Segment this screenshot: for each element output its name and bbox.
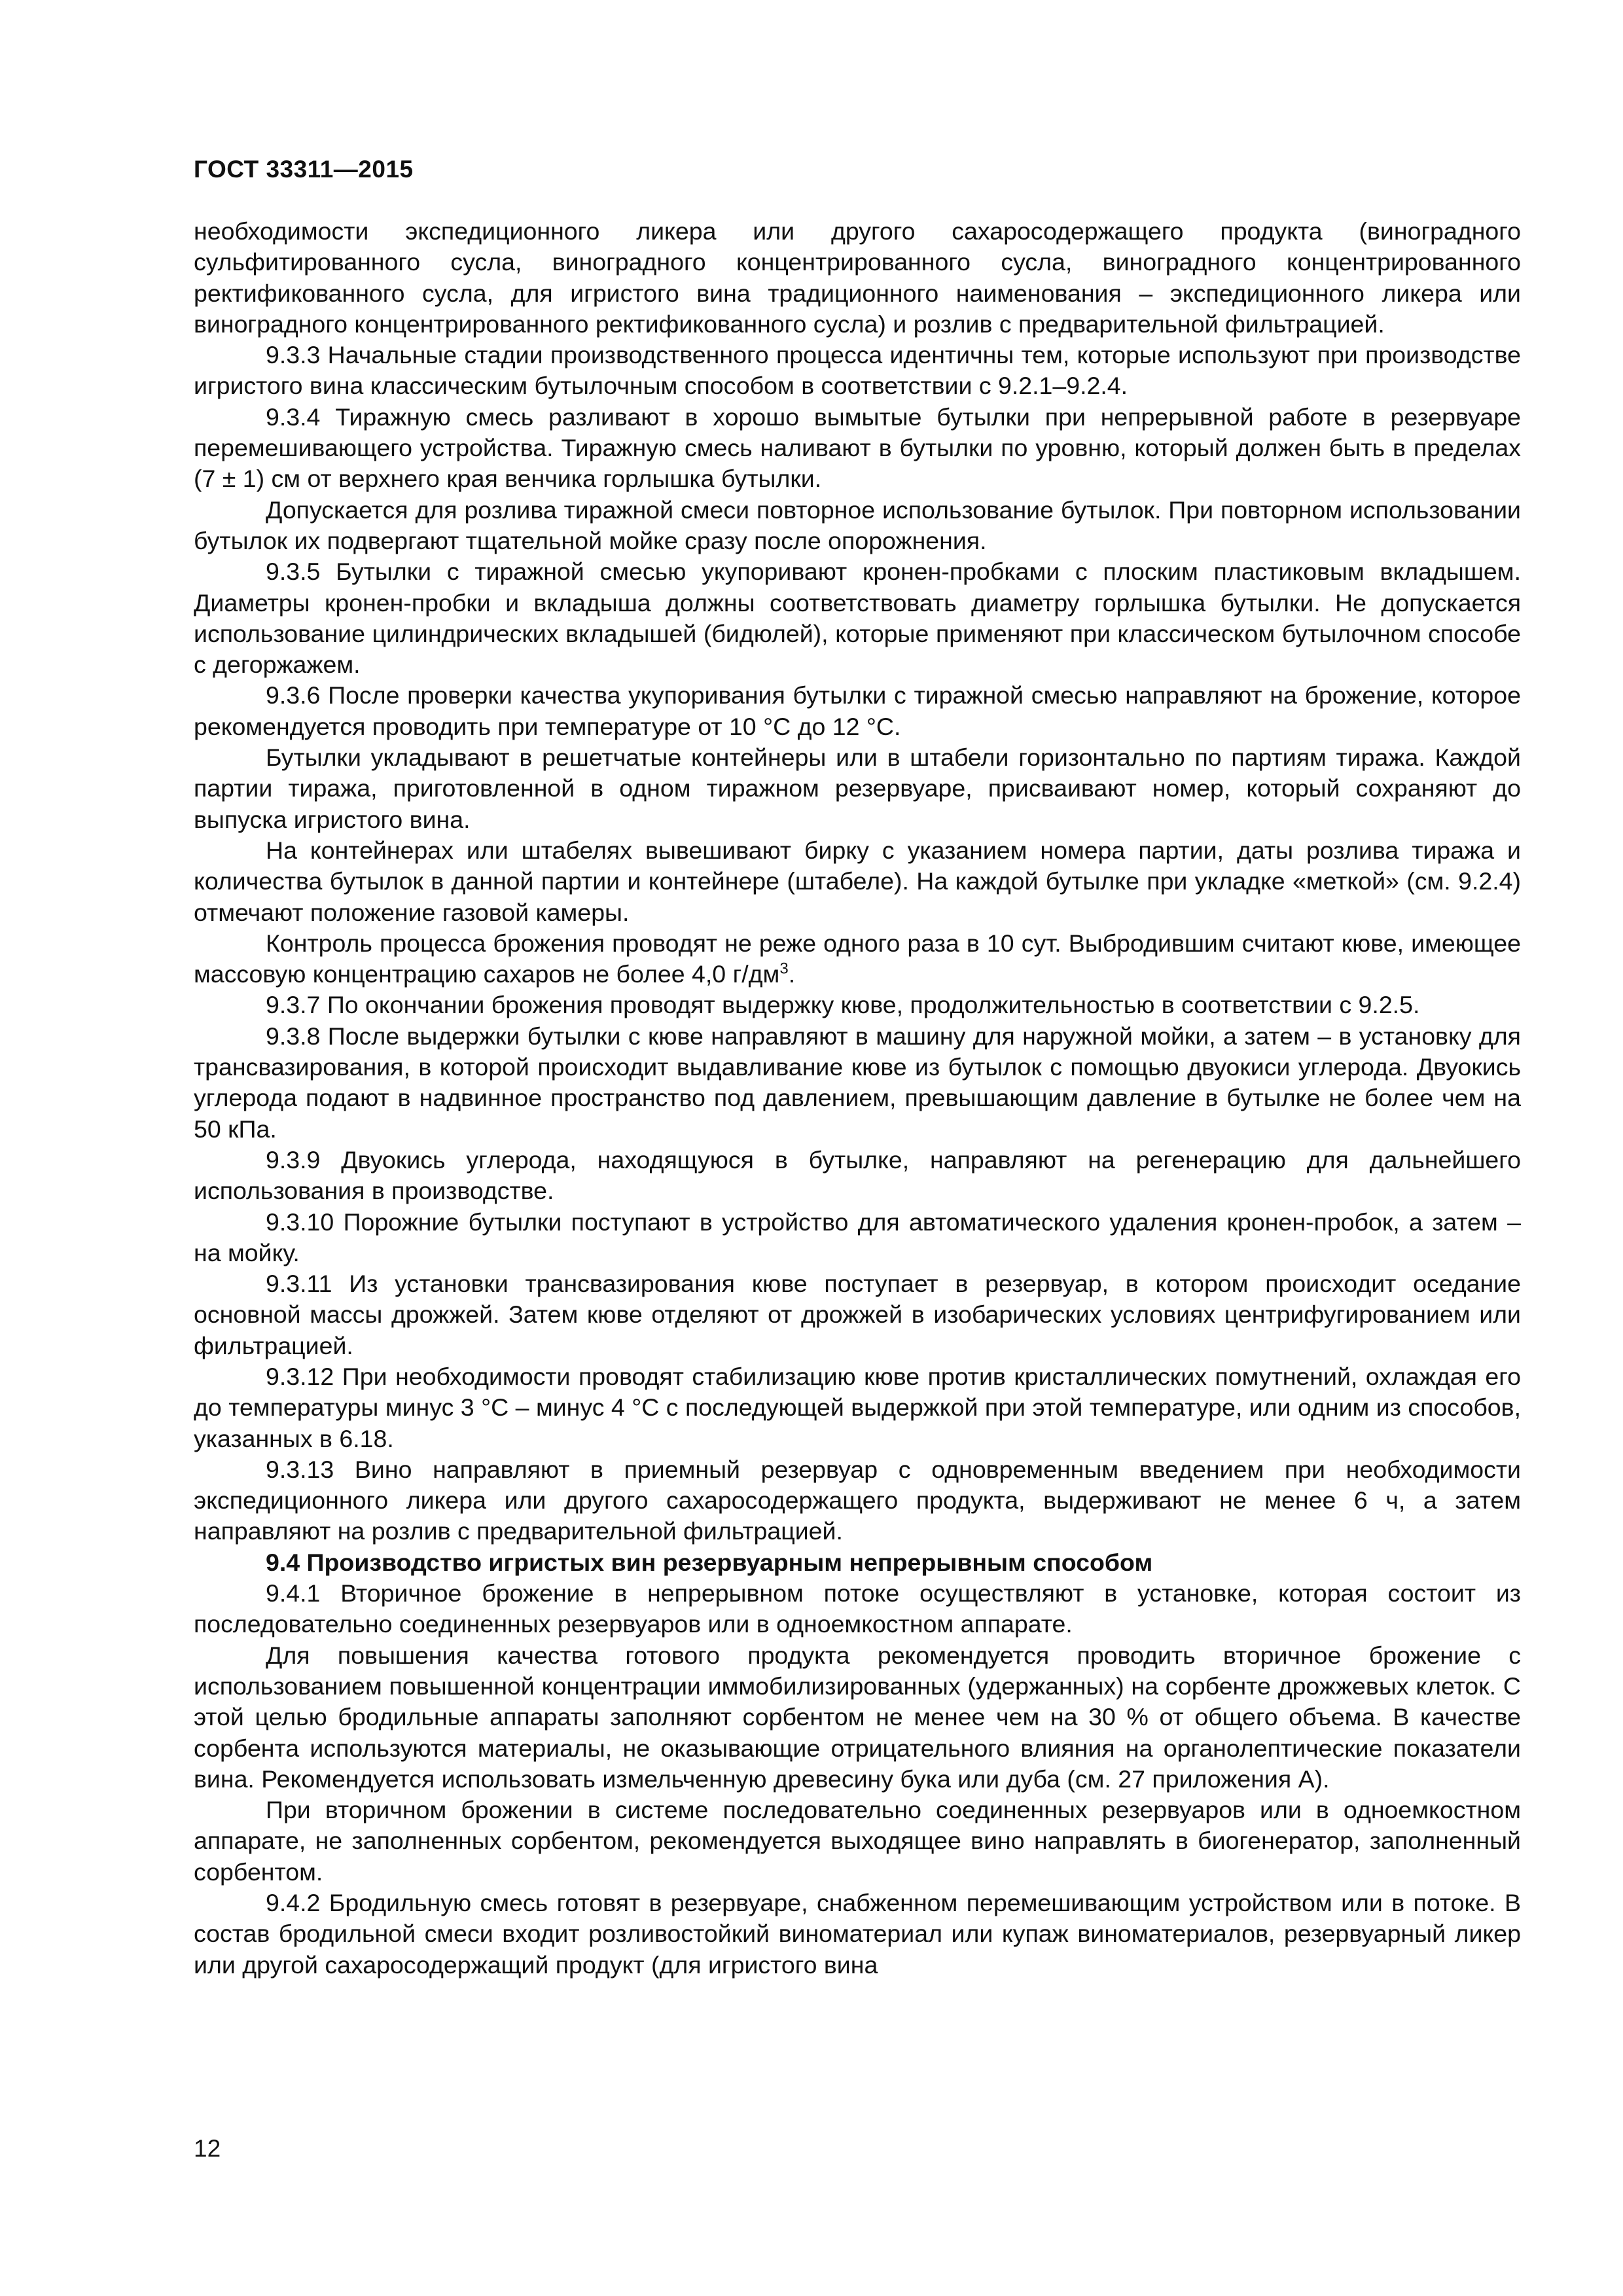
paragraph-9-3-5: 9.3.5 Бутылки с тиражной смесью укупоривают кронен-пробками с плоским пластиковым вкладышем. Диаметры кронен-пробки и вкладыша должны соответствовать диаметру горлышка бутылки. Не допускается использование цилиндрических вкладышей (бидюлей), которые применяют при классическом бутылочном способе с дегоржажем.: [194, 558, 1521, 679]
paragraph-biogenerator: При вторичном брожении в системе последовательно соединенных резервуаров или в одноемкостном аппарате, не заполненных сорбентом, рекомендуется выходящее вино направлять в биогенератор, заполненный сорбентом.: [194, 1796, 1521, 1886]
superscript-cube: 3: [779, 960, 789, 978]
page-number: 12: [194, 2135, 221, 2162]
paragraph-9-3-9: 9.3.9 Двуокись углерода, находящуюся в бутылке, направляют на регенерацию для дальнейшего использования в производстве.: [194, 1145, 1521, 1205]
paragraph-9-3-7: 9.3.7 По окончании брожения проводят выдержку кюве, продолжительностью в соответствии с 9.2.5.: [266, 991, 1420, 1019]
document-body: [194, 216, 1521, 1981]
paragraph-sorbent: Для повышения качества готового продукта рекомендуется проводить вторичное брожение с использованием повышенной концентрации иммобилизированных (удержанных) на сорбенте дрожжевых клеток. С этой целью бродильные аппараты заполняют сорбентом не менее чем на 30 % от общего объема. В качестве сорбента используются материалы, не оказывающие отрицательного влияния на органолептические показатели вина. Рекомендуется использовать измельченную древесину бука или дуба (см. 27 приложения А).: [194, 1641, 1521, 1793]
paragraph-continuation: необходимости экспедиционного ликера или другого сахаросодержащего продукта (виноградного сульфитированного сусла, виноградного концентрированного сусла, виноградного концентрированного ректификованного сусла, для игристого вина традиционного наименования – экспедиционного ликера или виноградного концентрированного ректификованного сусла) и розлив с предварительной фильтрацией.: [194, 217, 1521, 338]
paragraph-fermentation-end: .: [788, 960, 796, 988]
paragraph-containers: Бутылки укладывают в решетчатые контейнеры или в штабели горизонтально по партиям тиража. Каждой партии тиража, приготовленной в одном тиражном резервуаре, присваивают номер, который сохраняют до выпуска игристого вина.: [194, 744, 1521, 833]
paragraph-tags: На контейнерах или штабелях вывешивают бирку с указанием номера партии, даты розлива тиража и количества бутылок в данной партии и контейнере (штабеле). На каждой бутылке при укладке «меткой» (см. 9.2.4) отмечают положение газовой камеры.: [194, 836, 1521, 926]
paragraph-9-3-3: 9.3.3 Начальные стадии производственного процесса идентичны тем, которые используют при производстве игристого вина классическим бутылочным способом в соответствии с 9.2.1–9.2.4.: [194, 341, 1521, 400]
document-header: ГОСТ 33311—2015: [194, 156, 414, 183]
paragraph-9-4-1: 9.4.1 Вторичное брожение в непрерывном потоке осуществляют в установке, которая состоит из последовательно соединенных резервуаров или в одноемкостном аппарате.: [194, 1579, 1521, 1638]
paragraph-fermentation-text: Контроль процесса брожения проводят не реже одного раза в 10 сут. Выбродившим считают кюве, имеющее массовую концентрацию сахаров не более 4,0 г/дм: [194, 929, 1521, 988]
paragraph-9-3-6: 9.3.6 После проверки качества укупоривания бутылки с тиражной смесью направляют на брожение, которое рекомендуется проводить при температуре от 10 °С до 12 °С.: [194, 681, 1521, 740]
paragraph-9-3-10: 9.3.10 Порожние бутылки поступают в устройство для автоматического удаления кронен-пробок, а затем – на мойку.: [194, 1208, 1521, 1266]
paragraph-9-3-11: 9.3.11 Из установки трансвазирования кюве поступает в резервуар, в котором происходит оседание основной массы дрожжей. Затем кюве отделяют от дрожжей в изобарических условиях центрифугированием или фильтрацией.: [194, 1270, 1521, 1359]
paragraph-9-3-4: 9.3.4 Тиражную смесь разливают в хорошо вымытые бутылки при непрерывной работе в резервуаре перемешивающего устройства. Тиражную смесь наливают в бутылки по уровню, который должен быть в пределах (7 ± 1) см от верхнего края венчика горлышка бутылки.: [194, 403, 1521, 493]
paragraph-fermentation-control: [194, 928, 1521, 990]
section-heading-9-4: 9.4 Производство игристых вин резервуарным непрерывным способом: [266, 1548, 1153, 1576]
paragraph-9-3-12: 9.3.12 При необходимости проводят стабилизацию кюве против кристаллических помутнений, охлаждая его до температуры минус 3 °С – минус 4 °С с последующей выдержкой при этой температуре, или одним из способов, указанных в 6.18.: [194, 1362, 1521, 1452]
paragraph-9-3-8: 9.3.8 После выдержки бутылки с кюве направляют в машину для наружной мойки, а затем – в установку для трансвазирования, в которой происходит выдавливание кюве из бутылок с помощью двуокиси углерода. Двуокись углерода подают в надвинное пространство под давлением, превышающим давление в бутылке не более чем на 50 кПа.: [194, 1022, 1521, 1143]
paragraph-9-4-2: 9.4.2 Бродильную смесь готовят в резервуаре, снабженном перемешивающим устройством или в потоке. В состав бродильной смеси входит розливостойкий виноматериал или купаж виноматериалов, резервуарный ликер или другой сахаросодержащий продукт (для игристого вина: [194, 1889, 1521, 1979]
paragraph-9-3-13: 9.3.13 Вино направляют в приемный резервуар с одновременным введением при необходимости экспедиционного ликера или другого сахаросодержащего продукта, выдерживают не менее 6 ч, а затем направляют на розлив с предварительной фильтрацией.: [194, 1455, 1521, 1545]
paragraph-bottle-reuse: Допускается для розлива тиражной смеси повторное использование бутылок. При повторном использовании бутылок их подвергают тщательной мойке сразу после опорожнения.: [194, 495, 1521, 554]
